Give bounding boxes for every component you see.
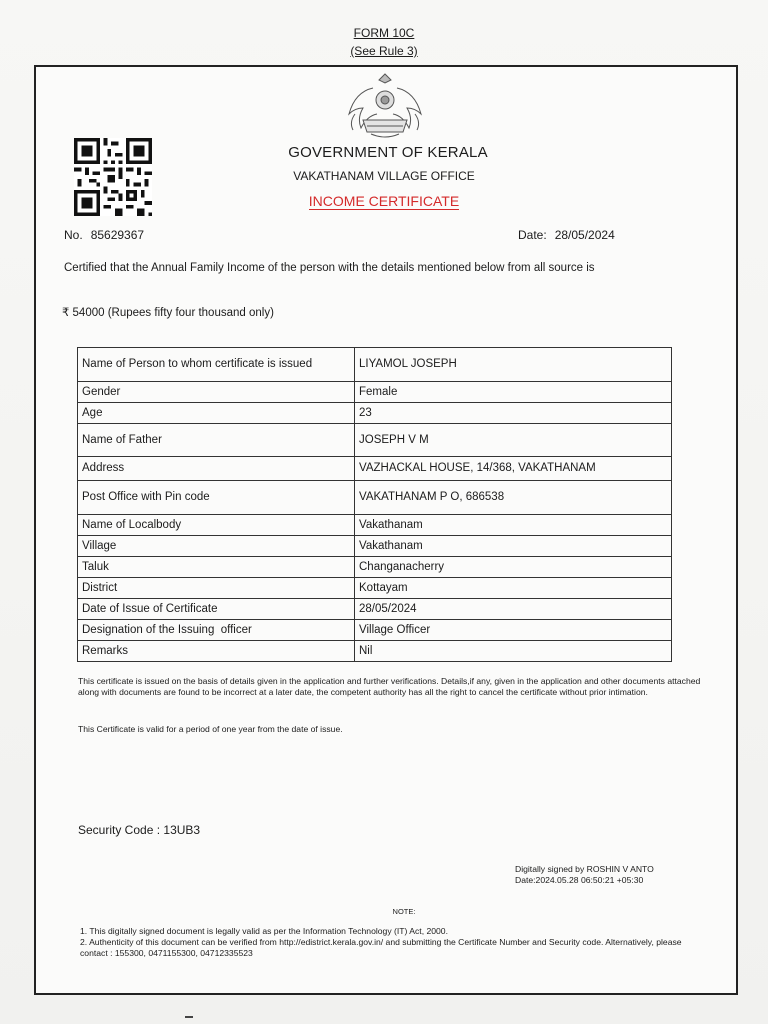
row-value: VAKATHANAM P O, 686538 — [355, 481, 672, 515]
row-value: Female — [355, 382, 672, 403]
row-label: Age — [78, 403, 355, 424]
table-row — [78, 620, 672, 641]
form-number: FORM 10C — [353, 26, 415, 40]
table-row — [78, 424, 672, 457]
government-heading: GOVERNMENT OF KERALA — [288, 144, 488, 161]
certificate-number: No. 85629367 — [64, 228, 145, 242]
signed-by: Digitally signed by ROSHIN V ANTO — [515, 864, 654, 874]
table-row — [78, 382, 672, 403]
row-value: LIYAMOL JOSEPH — [355, 348, 672, 382]
note-item: 2. Authenticity of this document can be verified from http://edistrict.kerala.gov.in/ and submitting the Certificate Number and Security code. Alternatively, please contact : 155300, 0471155300, 04712335523 — [80, 937, 682, 958]
disclaimer-text: This certificate is issued on the basis of details given in the application and further verifications. Details,if any, given in the application and other documents attached along with documents are found to be incorrect at a later date, the competent authority has all the right to cancel the certificate without prior intimation. — [78, 676, 701, 697]
row-value: 28/05/2024 — [355, 599, 672, 620]
row-value: Changanacherry — [355, 557, 672, 578]
row-value: Kottayam — [355, 578, 672, 599]
row-value: Village Officer — [355, 620, 672, 641]
table-row — [78, 599, 672, 620]
kerala-state-emblem-icon — [333, 70, 437, 140]
row-value: Vakathanam — [355, 515, 672, 536]
row-label: Designation of the Issuing officer — [78, 620, 355, 641]
row-label: Date of Issue of Certificate — [78, 599, 355, 620]
row-value: VAZHACKAL HOUSE, 14/368, VAKATHANAM — [355, 457, 672, 481]
row-label: Name of Father — [78, 424, 355, 457]
table-row — [78, 481, 672, 515]
row-label: Post Office with Pin code — [78, 481, 355, 515]
row-value: Vakathanam — [355, 536, 672, 557]
table-row — [78, 578, 672, 599]
row-label: Taluk — [78, 557, 355, 578]
table-row — [78, 348, 672, 382]
certificate-date: Date: 28/05/2024 — [518, 228, 615, 242]
row-label: District — [78, 578, 355, 599]
table-row — [78, 515, 672, 536]
row-value: JOSEPH V M — [355, 424, 672, 457]
digital-signature — [515, 864, 654, 885]
office-name: VAKATHANAM VILLAGE OFFICE — [293, 169, 475, 183]
table-row — [78, 536, 672, 557]
table-row — [78, 557, 672, 578]
row-label: Address — [78, 457, 355, 481]
income-amount: ₹ 54000 (Rupees fifty four thousand only) — [62, 307, 274, 319]
table-row — [78, 403, 672, 424]
table-row — [78, 457, 672, 481]
row-value: 23 — [355, 403, 672, 424]
validity-text: This Certificate is valid for a period of one year from the date of issue. — [78, 724, 343, 734]
security-code-value: 13UB3 — [163, 823, 201, 837]
table-row — [78, 641, 672, 662]
signed-date: Date:2024.05.28 06:50:21 +05:30 — [515, 874, 644, 885]
certified-statement: Certified that the Annual Family Income of the person with the details mentioned below from all source is — [64, 262, 595, 274]
row-label: Name of Person to whom certificate is issued — [78, 348, 355, 382]
certificate-date-value: 28/05/2024 — [554, 228, 615, 242]
details-table — [77, 347, 672, 662]
note-heading: NOTE: — [392, 907, 416, 916]
note-item: 1. This digitally signed document is legally valid as per the Information Technology (IT) Act, 2000. — [80, 926, 448, 936]
row-label: Name of Localbody — [78, 515, 355, 536]
row-label: Village — [78, 536, 355, 557]
row-label: Gender — [78, 382, 355, 403]
rupee-icon: ₹ — [62, 307, 70, 319]
scan-mark — [185, 1016, 193, 1018]
row-value: Nil — [355, 641, 672, 662]
row-label: Remarks — [78, 641, 355, 662]
certificate-title: INCOME CERTIFICATE — [308, 193, 460, 209]
notes — [80, 926, 710, 959]
form-rule: (See Rule 3) — [350, 44, 418, 58]
certificate-number-value: 85629367 — [90, 228, 145, 242]
security-code: Security Code : 13UB3 — [78, 823, 201, 837]
